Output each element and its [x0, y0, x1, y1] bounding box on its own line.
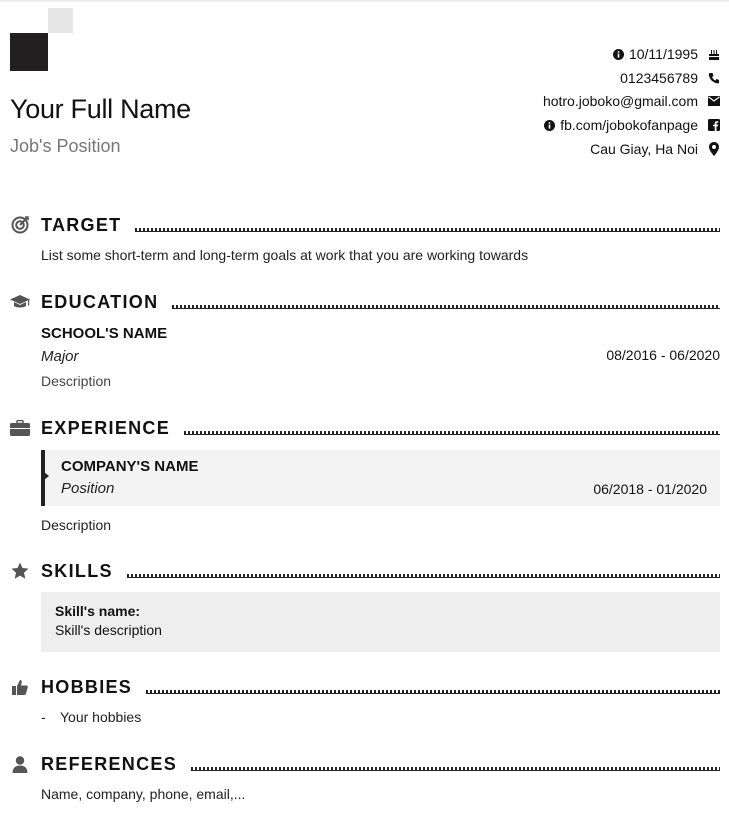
target-text: List some short-term and long-term goals at work that you are working towards — [41, 247, 529, 263]
experience-description: Description — [41, 517, 112, 533]
top-divider — [0, 0, 729, 2]
education-section-header — [10, 291, 720, 313]
phone-text: 0123456789 — [620, 70, 698, 86]
experience-section-header — [10, 417, 720, 439]
education-title: EDUCATION — [41, 291, 159, 312]
info-icon — [613, 49, 624, 60]
section-divider — [127, 574, 720, 578]
logo-square-dark — [10, 33, 48, 71]
full-name: Your Full Name — [10, 94, 191, 124]
hobbies-title: HOBBIES — [41, 676, 133, 697]
section-divider — [184, 431, 720, 435]
experience-dates: 06/2018 - 01/2020 — [593, 481, 707, 497]
birthday-cake-icon — [707, 47, 721, 61]
section-divider — [135, 228, 720, 232]
job-position: Job's Position — [10, 136, 121, 156]
section-divider — [191, 767, 720, 771]
address-text: Cau Giay, Ha Noi — [590, 141, 698, 157]
references-section-header — [10, 753, 720, 775]
references-text: Name, company, phone, email,... — [41, 786, 246, 802]
user-icon — [10, 754, 30, 774]
target-icon — [10, 215, 30, 235]
skills-section-header — [10, 560, 720, 582]
info-icon — [544, 120, 555, 131]
contact-address — [381, 139, 721, 159]
hobby-bullet: - — [41, 709, 46, 725]
map-marker-icon — [707, 142, 721, 156]
thumbs-up-icon — [10, 677, 30, 697]
birthday-text: 10/11/1995 — [628, 46, 698, 62]
section-divider — [172, 305, 720, 309]
target-title: TARGET — [41, 214, 122, 235]
hobby-item: Your hobbies — [60, 709, 142, 725]
experience-position: Position — [61, 480, 115, 497]
briefcase-icon — [10, 418, 30, 438]
experience-title: EXPERIENCE — [41, 417, 171, 438]
references-title: REFERENCES — [41, 753, 178, 774]
contact-email[interactable] — [381, 91, 721, 111]
email-text[interactable]: hotro.joboko@gmail.com — [542, 93, 698, 109]
skills-title: SKILLS — [41, 560, 113, 581]
contact-birthday — [381, 44, 721, 64]
contact-phone — [381, 68, 721, 88]
facebook-text[interactable]: fb.com/jobokofanpage — [560, 117, 698, 133]
major: Major — [41, 348, 79, 365]
skill-name: Skill's name: — [55, 603, 141, 619]
section-divider — [146, 690, 720, 694]
star-icon — [10, 561, 30, 581]
experience-marker — [44, 472, 49, 480]
school-name: SCHOOL'S NAME — [41, 325, 168, 342]
envelope-icon — [707, 94, 721, 108]
hobbies-section-header — [10, 676, 720, 698]
company-name: COMPANY'S NAME — [61, 458, 199, 475]
graduation-cap-icon — [10, 292, 30, 312]
logo-square-light — [48, 8, 73, 33]
education-dates: 08/2016 - 06/2020 — [606, 347, 720, 363]
contact-facebook[interactable] — [381, 115, 721, 135]
facebook-icon — [707, 118, 721, 132]
education-description: Description — [41, 373, 112, 389]
phone-icon — [707, 71, 721, 85]
target-section-header — [10, 214, 720, 236]
skill-description: Skill's description — [55, 622, 162, 638]
